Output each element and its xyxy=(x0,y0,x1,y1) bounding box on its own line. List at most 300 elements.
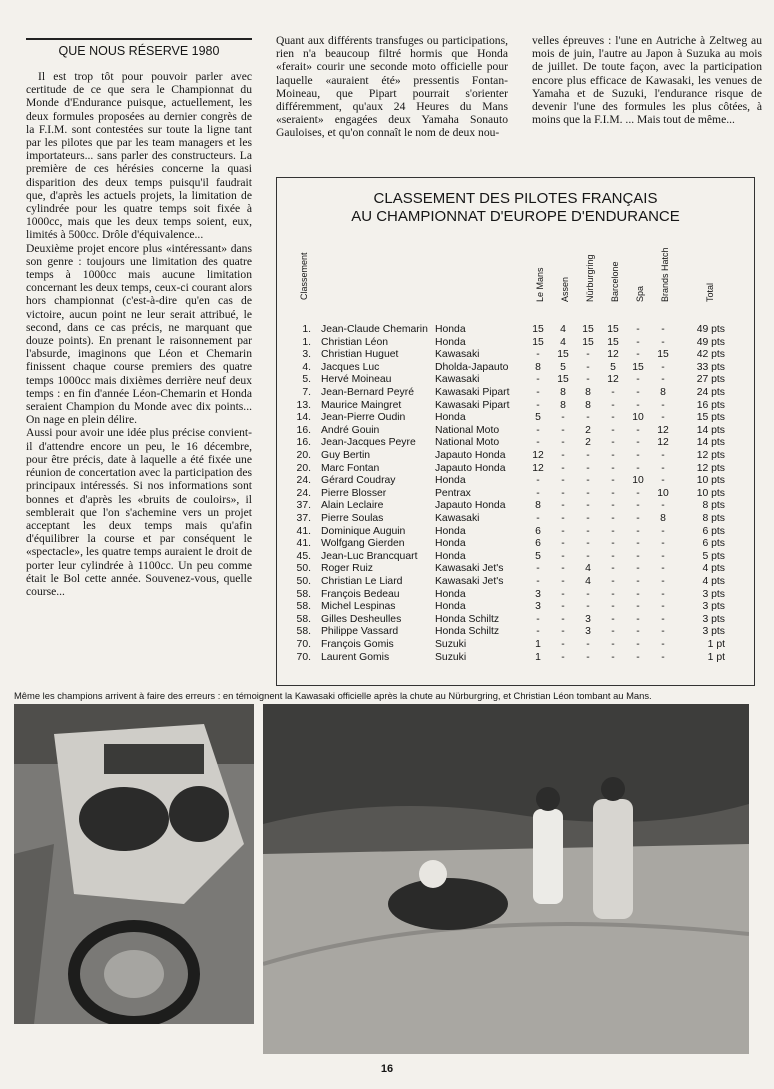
make-cell: Honda xyxy=(435,324,466,335)
score-cell: - xyxy=(661,475,665,487)
table-row xyxy=(277,576,754,588)
score-cell: - xyxy=(636,626,640,638)
score-cell: 6 xyxy=(535,525,541,537)
score-cell: - xyxy=(561,613,565,625)
score-cell: 15 xyxy=(582,336,594,348)
rank-cell: 7. xyxy=(302,387,311,398)
rank-cell: 58. xyxy=(296,613,311,625)
pilot-name-cell: Dominique Auguin xyxy=(321,525,406,537)
score-cell: 15 xyxy=(532,336,544,348)
paragraph: Quant aux différents transfuges ou participations, rien n'a beaucoup filtré hormis que Honda «ferait» courir une seconde moto officielle pour laquelle «auraient été» pressentis Fontan-Moineau, que Pipart pourrait s'orienter différemment, qu'aux 24 Heures du Mans «seraient» engagées deux Yamaha Sonauto Gauloises, et qu'on connaît le nom de deux nou- xyxy=(276,34,508,140)
pilot-name-cell: Marc Fontan xyxy=(321,462,380,474)
score-cell: - xyxy=(611,563,615,575)
score-cell: - xyxy=(586,639,590,650)
page-number: 16 xyxy=(380,1063,394,1075)
make-cell: Honda xyxy=(435,601,466,613)
rank-cell: 4. xyxy=(302,361,311,373)
total-cell: 14 pts xyxy=(696,437,725,449)
rank-cell: 16. xyxy=(296,437,311,449)
rank-cell: 20. xyxy=(296,450,311,461)
pilot-name-cell: Jean-Bernard Peyré xyxy=(321,387,414,398)
total-cell: 27 pts xyxy=(696,374,725,386)
total-cell: 3 pts xyxy=(702,626,725,638)
score-cell: 2 xyxy=(585,437,591,449)
rank-cell: 24. xyxy=(296,487,311,499)
score-cell: 12 xyxy=(532,462,544,474)
pilot-name-cell: Pierre Blosser xyxy=(321,487,387,499)
table-row xyxy=(277,324,754,336)
pilot-name-cell: Jean-Luc Brancquart xyxy=(321,550,418,562)
make-cell: Honda xyxy=(435,412,466,424)
score-cell: - xyxy=(611,525,615,537)
score-cell: 8 xyxy=(660,387,666,398)
total-cell: 5 pts xyxy=(702,550,725,562)
score-cell: 8 xyxy=(560,399,566,411)
score-cell: - xyxy=(611,437,615,449)
score-cell: 3 xyxy=(535,588,541,600)
total-cell: 8 pts xyxy=(702,513,725,524)
score-cell: - xyxy=(661,588,665,600)
score-cell: - xyxy=(586,513,590,524)
table-row xyxy=(277,551,754,563)
score-cell: - xyxy=(611,588,615,600)
table-row xyxy=(277,349,754,361)
score-cell: 12 xyxy=(657,424,669,436)
score-cell: 5 xyxy=(610,361,616,373)
score-cell: - xyxy=(561,639,565,650)
total-cell: 49 pts xyxy=(696,336,725,348)
score-cell: - xyxy=(586,500,590,512)
rank-cell: 16. xyxy=(296,424,311,436)
score-cell: - xyxy=(661,500,665,512)
score-cell: - xyxy=(611,399,615,411)
score-cell: - xyxy=(561,550,565,562)
score-cell: - xyxy=(561,563,565,575)
total-cell: 1 pt xyxy=(707,651,725,663)
paragraph: Il est trop tôt pour pouvoir parler avec certitude de ce que sera le Championnat du Monde d'Endurance puisque, actuellement, les deux formules proposées au dernier congrès de la F.I.M. sont contestées sur toute la ligne tant par les pilotes que par les team managers et les importateurs... sans parler des constructeurs. La première de ces hérésies concerne la quasi disparition des deux temps puisqu'il faudrait que, d'après les actuels projets, la limitation de cylindrée pour les quatre temps soit fixée à 1000cc, mais que les deux temps soient, eux, limités à 500cc. Drôle d'équivalence... xyxy=(26,70,252,242)
make-cell: Pentrax xyxy=(435,487,471,499)
total-cell: 49 pts xyxy=(696,324,725,335)
score-cell: 4 xyxy=(560,324,566,335)
pilot-name-cell: Jean-Claude Chemarin xyxy=(321,324,428,335)
rank-cell: 41. xyxy=(296,525,311,537)
rider-falling-photo xyxy=(263,704,749,1054)
total-cell: 3 pts xyxy=(702,613,725,625)
score-cell: 1 xyxy=(535,651,541,663)
total-cell: 10 pts xyxy=(696,487,725,499)
table-row xyxy=(277,425,754,437)
score-cell: - xyxy=(561,525,565,537)
score-cell: - xyxy=(661,550,665,562)
score-cell: - xyxy=(536,424,540,436)
header-le-mans: Le Mans xyxy=(535,267,545,302)
make-cell: Kawasaki Pipart xyxy=(435,387,510,398)
score-cell: 4 xyxy=(585,576,591,587)
score-cell: - xyxy=(561,437,565,449)
make-cell: Honda Schiltz xyxy=(435,626,500,638)
pilot-name-cell: André Gouin xyxy=(321,424,380,436)
table-row xyxy=(277,626,754,638)
score-cell: 3 xyxy=(585,613,591,625)
make-cell: Kawasaki Jet's xyxy=(435,576,504,587)
score-cell: - xyxy=(561,538,565,550)
make-cell: Kawasaki Pipart xyxy=(435,399,510,411)
score-cell: 8 xyxy=(535,500,541,512)
crashed-motorcycle-photo xyxy=(14,704,254,1024)
score-cell: - xyxy=(586,601,590,613)
rank-cell: 3. xyxy=(302,349,311,361)
score-cell: - xyxy=(661,361,665,373)
make-cell: Honda xyxy=(435,550,466,562)
pilot-name-cell: Jean-Pierre Oudin xyxy=(321,412,406,424)
score-cell: - xyxy=(561,475,565,487)
text-column-2 xyxy=(276,34,508,140)
standings-table xyxy=(276,177,755,686)
score-cell: 12 xyxy=(657,437,669,449)
rank-cell: 58. xyxy=(296,601,311,613)
score-cell: - xyxy=(661,399,665,411)
pilot-name-cell: Roger Ruiz xyxy=(321,563,373,575)
score-cell: - xyxy=(561,424,565,436)
pilot-name-cell: François Bedeau xyxy=(321,588,400,600)
table-row xyxy=(277,513,754,525)
table-row xyxy=(277,614,754,626)
total-cell: 6 pts xyxy=(702,525,725,537)
score-cell: 8 xyxy=(585,399,591,411)
score-cell: - xyxy=(611,387,615,398)
score-cell: - xyxy=(636,613,640,625)
make-cell: Japauto Honda xyxy=(435,462,506,474)
total-cell: 24 pts xyxy=(696,387,725,398)
rank-cell: 41. xyxy=(296,538,311,550)
score-cell: - xyxy=(586,651,590,663)
score-cell: 8 xyxy=(560,387,566,398)
pilot-name-cell: Christian Léon xyxy=(321,336,389,348)
make-cell: Honda xyxy=(435,475,466,487)
score-cell: - xyxy=(636,450,640,461)
score-cell: - xyxy=(661,613,665,625)
score-cell: 10 xyxy=(632,475,644,487)
total-cell: 16 pts xyxy=(696,399,725,411)
table-row xyxy=(277,563,754,575)
table-row xyxy=(277,387,754,399)
make-cell: Kawasaki xyxy=(435,374,480,386)
score-cell: - xyxy=(586,349,590,361)
table-row xyxy=(277,488,754,500)
header-nurburgring: Nürburgring xyxy=(585,254,595,302)
table-row xyxy=(277,652,754,664)
score-cell: 3 xyxy=(535,601,541,613)
score-cell: - xyxy=(661,374,665,386)
rank-cell: 50. xyxy=(296,576,311,587)
table-row xyxy=(277,400,754,412)
article-heading: QUE NOUS RÉSERVE 1980 xyxy=(26,38,252,58)
make-cell: Honda xyxy=(435,588,466,600)
pilot-name-cell: Jean-Jacques Peyre xyxy=(321,437,416,449)
score-cell: - xyxy=(561,601,565,613)
header-assen: Assen xyxy=(560,276,570,302)
score-cell: - xyxy=(536,513,540,524)
pilot-name-cell: Michel Lespinas xyxy=(321,601,396,613)
total-cell: 42 pts xyxy=(696,349,725,361)
score-cell: - xyxy=(636,336,640,348)
header-spa: Spa xyxy=(635,285,645,302)
score-cell: - xyxy=(586,588,590,600)
score-cell: 15 xyxy=(557,374,569,386)
header-total: Total xyxy=(705,282,715,302)
score-cell: - xyxy=(536,374,540,386)
score-cell: 5 xyxy=(560,361,566,373)
score-cell: - xyxy=(611,513,615,524)
table-row xyxy=(277,362,754,374)
pilot-name-cell: Wolfgang Gierden xyxy=(321,538,405,550)
total-cell: 15 pts xyxy=(696,412,725,424)
total-cell: 12 pts xyxy=(696,450,725,461)
score-cell: 8 xyxy=(660,513,666,524)
crashed-motorcycle-image xyxy=(14,704,254,1024)
score-cell: - xyxy=(586,487,590,499)
score-cell: - xyxy=(586,412,590,424)
score-cell: - xyxy=(636,601,640,613)
pilot-name-cell: Christian Huguet xyxy=(321,349,399,361)
score-cell: - xyxy=(561,487,565,499)
score-cell: - xyxy=(611,576,615,587)
score-cell: 15 xyxy=(607,324,619,335)
score-cell: - xyxy=(536,626,540,638)
pilot-name-cell: Gilles Desheulles xyxy=(321,613,402,625)
total-cell: 4 pts xyxy=(702,563,725,575)
table-title-line-1: CLASSEMENT DES PILOTES FRANÇAIS xyxy=(373,190,658,207)
score-cell: - xyxy=(536,576,540,587)
score-cell: - xyxy=(536,475,540,487)
paragraph: velles épreuves : l'une en Autriche à Zeltweg au mois de juin, l'autre au Japon à Suzuka au mois de juillet. De toute façon, avec la participation encore plus efficace de Kawasaki, les venues de Yamaha et de Suzuki, l'endurance risque de devenir l'une des formules les plus côtées, à moins que la F.I.M. ... Mais tout de même... xyxy=(532,34,762,127)
score-cell: 4 xyxy=(585,563,591,575)
make-cell: Kawasaki xyxy=(435,349,480,361)
rank-cell: 1. xyxy=(302,324,311,335)
score-cell: - xyxy=(661,525,665,537)
score-cell: - xyxy=(586,475,590,487)
total-cell: 3 pts xyxy=(702,588,725,600)
score-cell: - xyxy=(611,487,615,499)
score-cell: - xyxy=(611,475,615,487)
table-row xyxy=(277,450,754,462)
score-cell: - xyxy=(661,639,665,650)
score-cell: - xyxy=(636,588,640,600)
table-row xyxy=(277,526,754,538)
score-cell: - xyxy=(561,412,565,424)
table-title xyxy=(277,190,754,226)
make-cell: Honda xyxy=(435,336,466,348)
score-cell: - xyxy=(586,374,590,386)
pilot-name-cell: Pierre Soulas xyxy=(321,513,384,524)
score-cell: - xyxy=(611,550,615,562)
table-row xyxy=(277,437,754,449)
score-cell: - xyxy=(636,462,640,474)
score-cell: 5 xyxy=(535,412,541,424)
make-cell: Japauto Honda xyxy=(435,450,506,461)
make-cell: Dholda-Japauto xyxy=(435,361,509,373)
score-cell: - xyxy=(611,601,615,613)
score-cell: - xyxy=(636,487,640,499)
score-cell: 1 xyxy=(535,639,541,650)
score-cell: - xyxy=(611,424,615,436)
score-cell: 15 xyxy=(557,349,569,361)
score-cell: 15 xyxy=(607,336,619,348)
score-cell: - xyxy=(661,563,665,575)
pilot-name-cell: Laurent Gomis xyxy=(321,651,390,663)
table-title-line-2: AU CHAMPIONNAT D'EUROPE D'ENDURANCE xyxy=(351,208,680,225)
table-row xyxy=(277,475,754,487)
total-cell: 6 pts xyxy=(702,538,725,550)
score-cell: - xyxy=(661,538,665,550)
rank-cell: 14. xyxy=(296,412,311,424)
score-cell: - xyxy=(586,450,590,461)
score-cell: 12 xyxy=(607,349,619,361)
score-cell: - xyxy=(586,550,590,562)
score-cell: - xyxy=(636,399,640,411)
total-cell: 1 pt xyxy=(707,639,725,650)
score-cell: - xyxy=(536,387,540,398)
score-cell: - xyxy=(636,374,640,386)
table-row xyxy=(277,374,754,386)
pilot-name-cell: Maurice Maingret xyxy=(321,399,402,411)
rank-cell: 1. xyxy=(302,336,311,348)
score-cell: - xyxy=(611,412,615,424)
score-cell: - xyxy=(611,613,615,625)
table-row xyxy=(277,538,754,550)
make-cell: Suzuki xyxy=(435,639,467,650)
score-cell: - xyxy=(636,639,640,650)
rider-falling-image xyxy=(263,704,749,1054)
score-cell: - xyxy=(636,513,640,524)
score-cell: - xyxy=(586,525,590,537)
table-row xyxy=(277,463,754,475)
total-cell: 14 pts xyxy=(696,424,725,436)
score-cell: - xyxy=(661,651,665,663)
pilot-name-cell: Alain Leclaire xyxy=(321,500,384,512)
score-cell: 10 xyxy=(657,487,669,499)
score-cell: - xyxy=(636,349,640,361)
pilot-name-cell: Hervé Moineau xyxy=(321,374,392,386)
score-cell: - xyxy=(586,538,590,550)
score-cell: - xyxy=(611,651,615,663)
score-cell: - xyxy=(636,525,640,537)
pilot-name-cell: Jacques Luc xyxy=(321,361,380,373)
photo-caption: Même les champions arrivent à faire des erreurs : en témoignent la Kawasaki officielle après la chute au Nürburgring, et Christian Léon tombant au Mans. xyxy=(14,690,652,701)
score-cell: - xyxy=(561,500,565,512)
score-cell: 6 xyxy=(535,538,541,550)
score-cell: 2 xyxy=(585,424,591,436)
score-cell: - xyxy=(661,324,665,335)
score-cell: - xyxy=(561,576,565,587)
rank-cell: 20. xyxy=(296,462,311,474)
score-cell: - xyxy=(611,500,615,512)
score-cell: - xyxy=(561,450,565,461)
score-cell: 12 xyxy=(607,374,619,386)
score-cell: - xyxy=(611,450,615,461)
make-cell: National Moto xyxy=(435,424,500,436)
make-cell: Suzuki xyxy=(435,651,467,663)
total-cell: 4 pts xyxy=(702,576,725,587)
pilot-name-cell: François Gomis xyxy=(321,639,394,650)
score-cell: - xyxy=(636,424,640,436)
score-cell: - xyxy=(536,437,540,449)
score-cell: - xyxy=(636,538,640,550)
score-cell: - xyxy=(561,651,565,663)
paragraph: Aussi pour avoir une idée plus précise convient-il d'attendre encore un peu, le 16 décembre, pour être précis, date à laquelle a été fixée une réunion de concertation avec la participation des principaux intéressés. Si nos informations sont bonnes et d'après les «bruits de couloirs», il semblerait que l'on s'achemine vers un projet acceptant les deux temps mais qu'afin d'équilibrer la course et par conséquent le «spectacle», les quatre temps auraient le droit de porter leur cylindrée à 1100cc. Un peu comme était le Bol cette année. Souvenez-vous, quelle course... xyxy=(26,426,252,598)
pilot-name-cell: Gérard Coudray xyxy=(321,475,396,487)
make-cell: Kawasaki xyxy=(435,513,480,524)
rank-cell: 37. xyxy=(296,513,311,524)
score-cell: - xyxy=(611,626,615,638)
score-cell: - xyxy=(661,412,665,424)
score-cell: - xyxy=(636,324,640,335)
score-cell: 12 xyxy=(532,450,544,461)
rank-cell: 58. xyxy=(296,626,311,638)
score-cell: - xyxy=(586,361,590,373)
score-cell: - xyxy=(661,450,665,461)
table-row xyxy=(277,412,754,424)
score-cell: - xyxy=(561,513,565,524)
total-cell: 12 pts xyxy=(696,462,725,474)
rank-cell: 45. xyxy=(296,550,311,562)
total-cell: 8 pts xyxy=(702,500,725,512)
score-cell: - xyxy=(636,651,640,663)
score-cell: 15 xyxy=(632,361,644,373)
header-classement: Classement xyxy=(299,252,309,300)
score-cell: - xyxy=(636,437,640,449)
pilot-name-cell: Christian Le Liard xyxy=(321,576,403,587)
rank-cell: 70. xyxy=(296,639,311,650)
make-cell: Kawasaki Jet's xyxy=(435,563,504,575)
score-cell: - xyxy=(536,613,540,625)
score-cell: 3 xyxy=(585,626,591,638)
score-cell: - xyxy=(636,500,640,512)
score-cell: - xyxy=(536,399,540,411)
table-row xyxy=(277,601,754,613)
total-cell: 10 pts xyxy=(696,475,725,487)
score-cell: - xyxy=(661,336,665,348)
score-cell: - xyxy=(536,563,540,575)
total-cell: 3 pts xyxy=(702,601,725,613)
rank-cell: 13. xyxy=(296,399,311,411)
score-cell: - xyxy=(611,639,615,650)
score-cell: - xyxy=(661,576,665,587)
score-cell: - xyxy=(536,487,540,499)
make-cell: Honda Schiltz xyxy=(435,613,500,625)
table-row xyxy=(277,589,754,601)
score-cell: 4 xyxy=(560,336,566,348)
score-cell: - xyxy=(586,462,590,474)
score-cell: 8 xyxy=(535,361,541,373)
rank-cell: 58. xyxy=(296,588,311,600)
make-cell: National Moto xyxy=(435,437,500,449)
total-cell: 33 pts xyxy=(696,361,725,373)
score-cell: - xyxy=(661,601,665,613)
rank-cell: 24. xyxy=(296,475,311,487)
header-barcelone: Barcelone xyxy=(610,261,620,302)
score-cell: 15 xyxy=(582,324,594,335)
score-cell: 15 xyxy=(657,349,669,361)
text-column-1 xyxy=(26,70,252,598)
pilot-name-cell: Philippe Vassard xyxy=(321,626,399,638)
text-column-3 xyxy=(532,34,762,126)
paragraph: Deuxième projet encore plus «intéressant» dans son genre : toujours une limitation des quatre temps à 1000cc mais aucune limitation concernant les deux temps, ceux-ci courant alors hors championnat (c'est-à-dire qu'en cas de victoire, aucun point ne leur serait attribué, le second, dans ce cas précis, ne marquant que douze points). En prenant le raisonnement par l'absurde, imaginons que Léon et Chemarin finissent chaque course premiers des quatre temps 1000cc mais dixièmes derrière neuf deux temps : en fin d'année Léon-Chemarin et Honda seraient Champion du Monde avec dix points... On nage en plein délire. xyxy=(26,241,252,427)
score-cell: 5 xyxy=(535,550,541,562)
score-cell: 15 xyxy=(532,324,544,335)
table-row xyxy=(277,500,754,512)
score-cell: - xyxy=(661,462,665,474)
